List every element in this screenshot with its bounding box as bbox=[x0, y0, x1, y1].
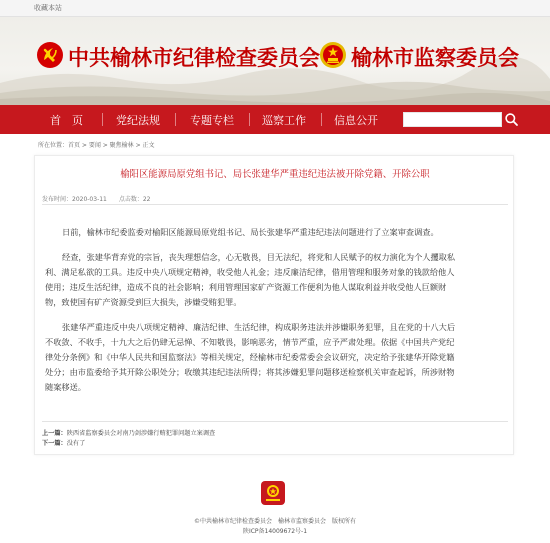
article-paragraph bbox=[62, 225, 502, 240]
paragraph-line: 处分；由市监委给予其开除公职处分；收缴其违纪违法所得；将其涉嫌犯罪问题移送检察机关审查起诉，所涉财物 bbox=[45, 367, 455, 377]
breadcrumb: 所在位置：首页 > 要闻 > 聚焦榆林 > 正文 bbox=[38, 142, 155, 149]
paragraph-line: 律处分条例》和《中华人民共和国监察法》等相关规定，经榆林市纪委常委会会议研究，决定给予张建华开除党籍 bbox=[45, 352, 455, 362]
main-nav bbox=[0, 105, 550, 134]
article-paragraph bbox=[45, 320, 502, 395]
search-icon[interactable] bbox=[504, 112, 519, 127]
nav-divider bbox=[249, 113, 250, 126]
paragraph-line: 随案移送。 bbox=[45, 382, 86, 392]
nav-divider bbox=[175, 113, 176, 126]
next-article bbox=[42, 438, 85, 447]
paragraph-line: 使用；违反生活纪律，造成不良的社会影响；利用管理国家矿产资源工作便利为他人谋取利益并收受他人巨额财 bbox=[45, 282, 447, 292]
prev-label: 上一篇： bbox=[42, 430, 67, 437]
next-label: 下一篇： bbox=[42, 440, 67, 447]
nav-item-inspection[interactable]: 巡察工作 bbox=[262, 114, 306, 127]
nav-divider bbox=[102, 113, 103, 126]
paragraph-line: 经查，张建华背弃党的宗旨，丧失理想信念，心无敬畏，目无法纪，将党和人民赋予的权力演化为个人攫取私 bbox=[62, 252, 456, 262]
paragraph-line: 物，致使国有矿产资源受到巨大损失，涉嫌受贿犯罪。 bbox=[45, 297, 242, 307]
nav-divider bbox=[321, 113, 322, 126]
nav-item-special-topics[interactable]: 专题专栏 bbox=[190, 114, 234, 127]
national-emblem-icon bbox=[319, 41, 347, 69]
article-end-divider bbox=[42, 421, 508, 422]
article-meta: 发布时间：2020-03-11 点击数：22 bbox=[42, 196, 151, 203]
paragraph-line: 张建华严重违反中央八项规定精神、廉洁纪律、生活纪律，构成职务违法并涉嫌职务犯罪，且在党的十八大后 bbox=[62, 322, 456, 332]
article-paragraph bbox=[45, 250, 502, 310]
top-bar bbox=[0, 0, 550, 17]
paragraph-line: 日前，榆林市纪委监委对榆阳区能源局原党组书记、局长张建华严重违纪违法问题进行了立案审查调查。 bbox=[62, 227, 439, 237]
nav-item-home[interactable]: 首 页 bbox=[50, 114, 83, 127]
header-banner bbox=[0, 17, 550, 105]
footer-emblem-icon bbox=[258, 480, 288, 506]
nav-item-disclosure[interactable]: 信息公开 bbox=[334, 114, 378, 127]
header-title-left: 中共榆林市纪律检查委员会 bbox=[68, 45, 320, 70]
next-article-link: 没有了 bbox=[66, 440, 86, 447]
prev-article bbox=[42, 428, 215, 437]
prev-article-link[interactable]: 陕西省监察委员会对南乃剑涉嫌行贿犯罪问题立案调查 bbox=[66, 430, 216, 437]
footer-icp[interactable]: 陕ICP备14009672号-1 bbox=[242, 528, 308, 535]
title-divider bbox=[42, 204, 508, 205]
paragraph-line: 不收敛、不收手，十九大之后仍肆无忌惮、不知敬畏，影响恶劣，情节严重，应予严肃处理。依据《中国共产党纪 bbox=[45, 337, 455, 347]
footer-copyright: ©中共榆林市纪律检查委员会 榆林市监察委员会 版权所有 bbox=[193, 518, 356, 525]
paragraph-line: 利、满足私欲的工具。违反中央八项规定精神，收受他人礼金；违反廉洁纪律，借用管理和服务对象的钱款给他人 bbox=[45, 267, 455, 277]
nav-item-regulations[interactable]: 党纪法规 bbox=[116, 114, 160, 127]
favorite-link[interactable]: 收藏本站 bbox=[34, 4, 62, 12]
header-title-right: 榆林市监察委员会 bbox=[351, 45, 519, 70]
party-emblem-icon bbox=[36, 41, 64, 69]
article-title: 榆阳区能源局原党组书记、局长张建华严重违纪违法被开除党籍、开除公职 bbox=[120, 169, 430, 180]
search-input[interactable] bbox=[403, 112, 502, 127]
